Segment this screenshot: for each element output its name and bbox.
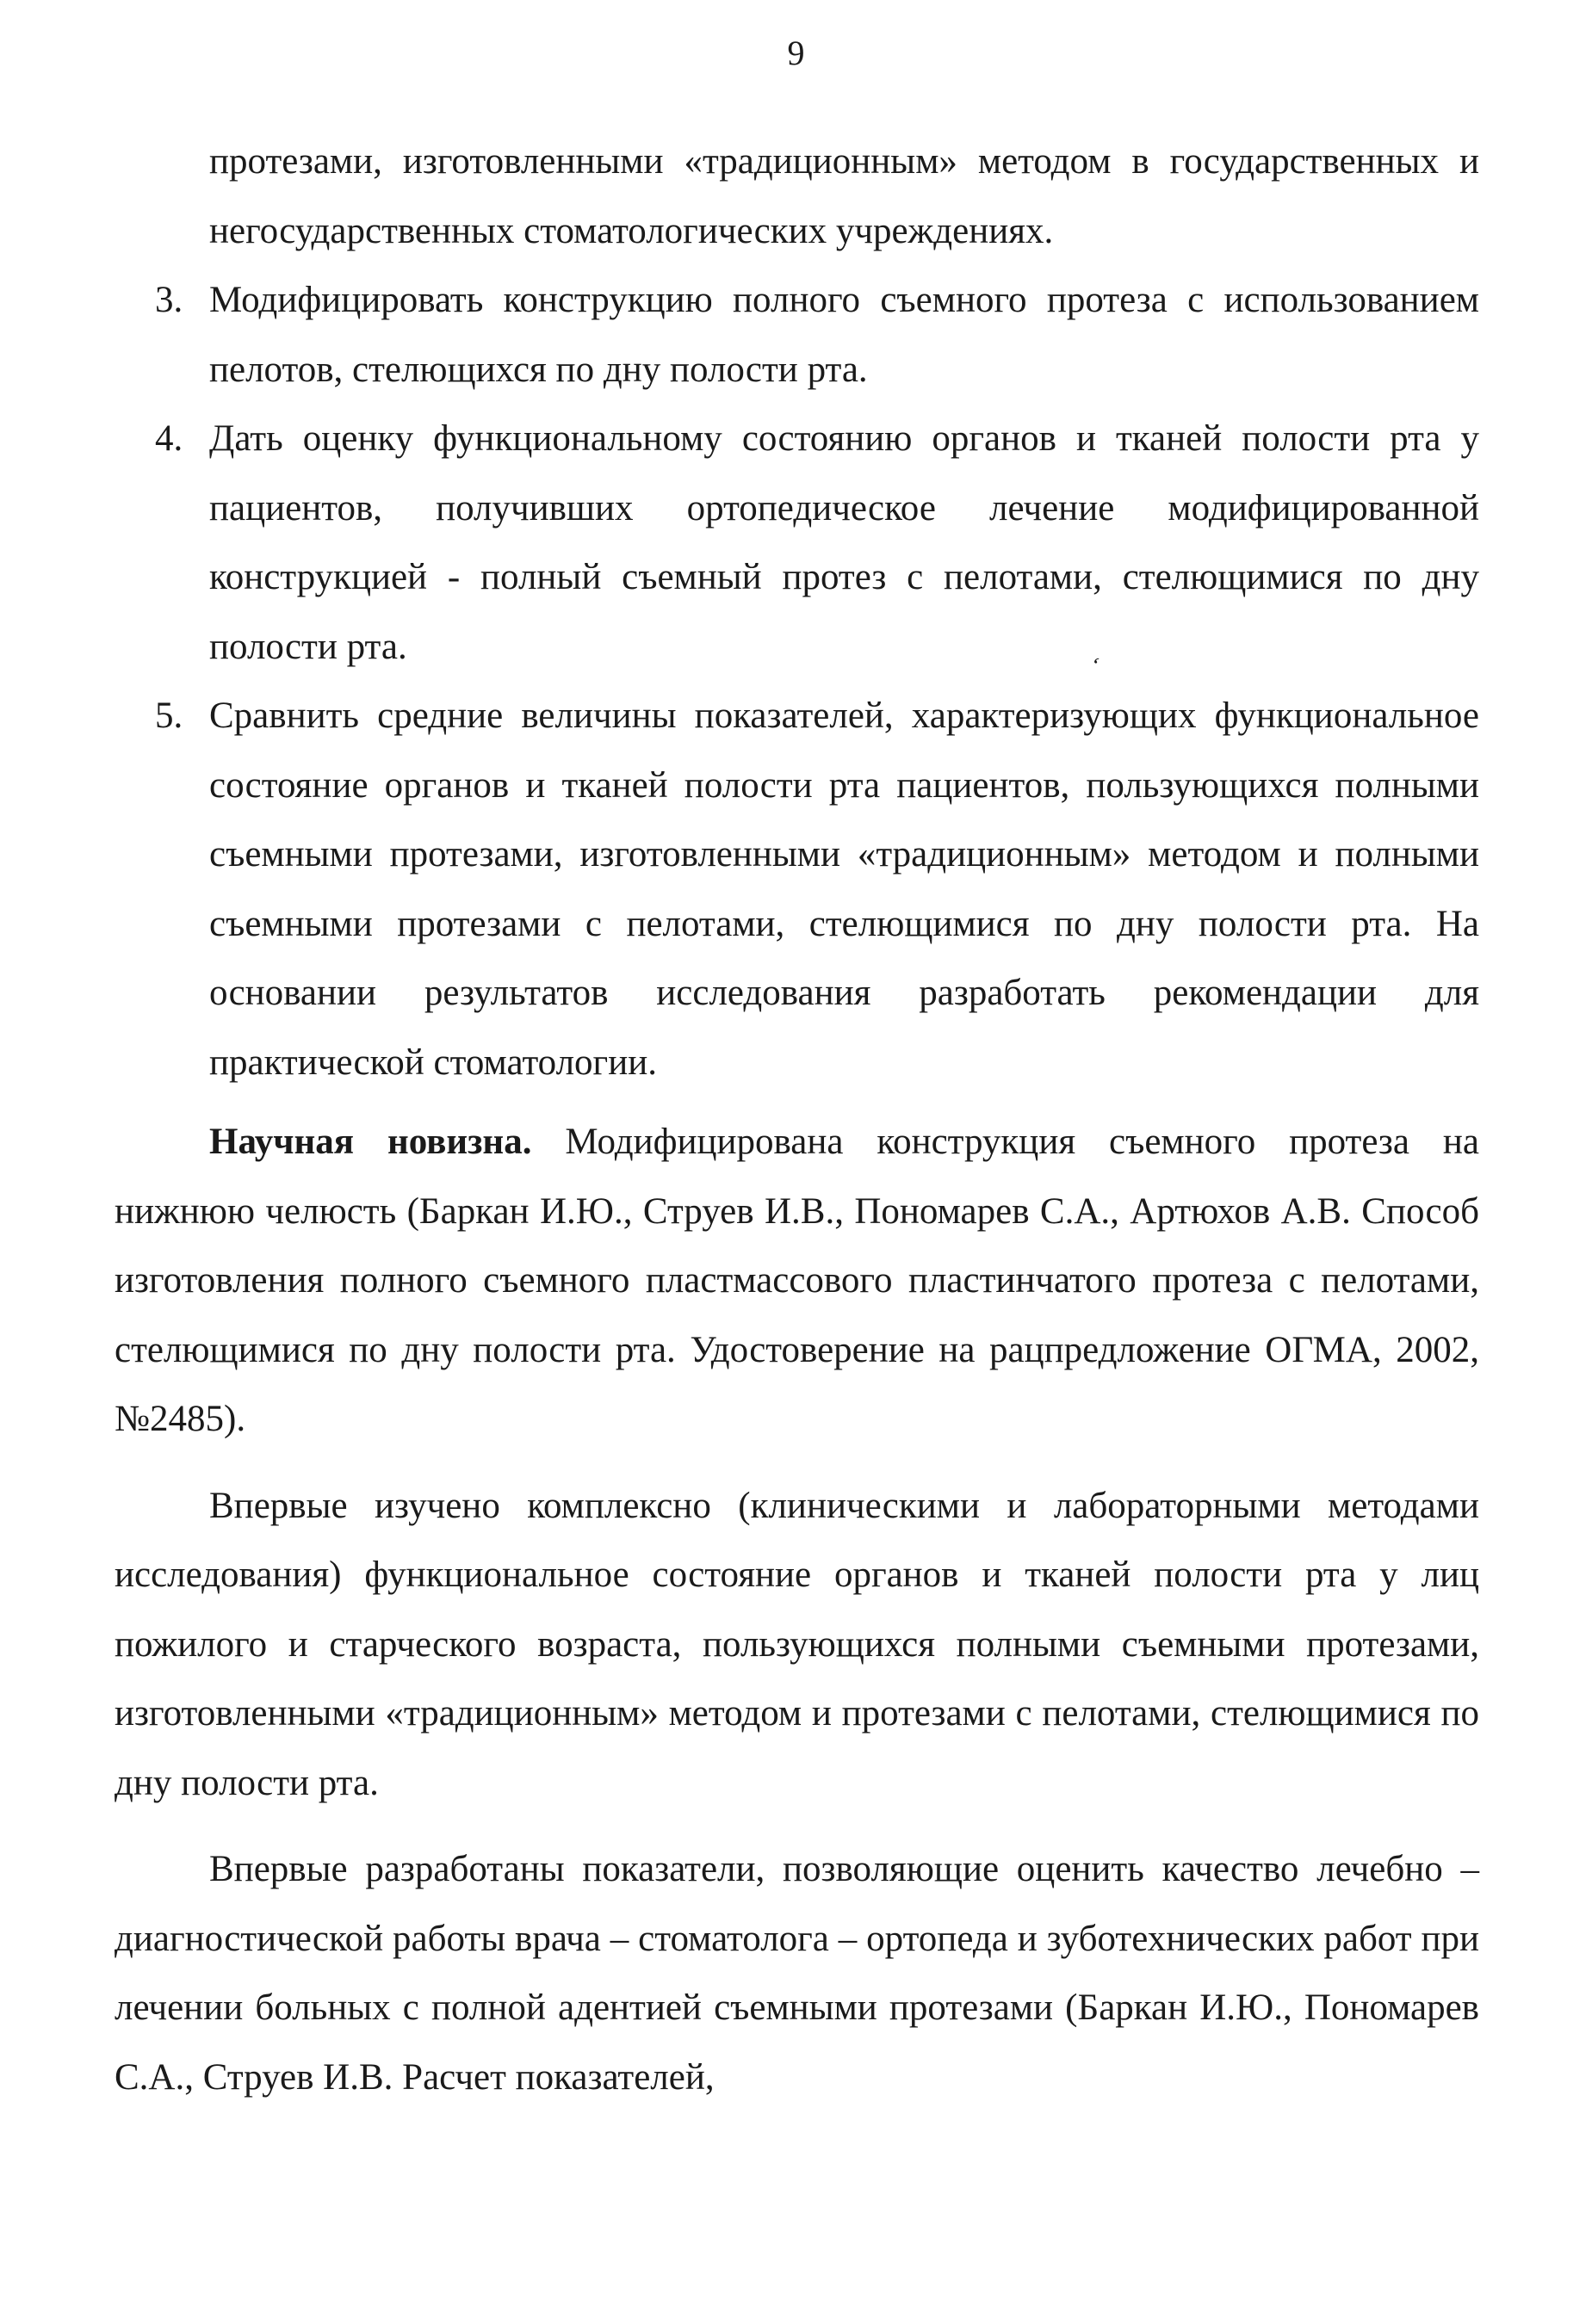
list-item-continuation [115,127,1479,266]
list-text-3: Модифицировать конструкцию полного съемного протеза с использованием пелотов, стелющихся по дну полости рта. [209,280,1479,390]
novelty-text: Модифицирована конструкция съемного протеза на нижнюю челюсть (Баркан И.Ю., Струев И.В., Пономарев С.А., Артюхов А.В. Способ изготовления полного съемного пластмассового пластинчатого протеза с пелотами, стелющимися по дну полости рта. Удостоверение на рацпредложение ОГМА, 2002, №2485). [115,1122,1479,1439]
list-number-4: 4. [155,418,183,459]
page-number: 9 [787,34,805,72]
list-text-5: Сравнить средние величины показателей, характеризующих функциональное состояние органов и тканей полости рта пациентов, пользующихся полными съемными протезами, изготовленными «традиционным» методом и полными съемными протезами с пелотами, стелющимися по дну полости рта. На основании результатов исследования разработать рекомендации для практической стоматологии. [209,695,1479,1083]
list-item-5 [115,682,1479,1097]
pen-mark: ‘ [1087,652,1103,678]
paragraph-indicators: Впервые разработаны показатели, позволяющие оценить качество лечебно – диагностической работы врача – стоматолога – ортопеда и зуботехнических работ при лечении больных с полной адентией съемными протезами (Баркан И.Ю., Пономарев С.А., Струев И.В. Расчет показателей, [115,1849,1479,2098]
continuation-text: протезами, изготовленными «традиционным» методом в государственных и негосударственных стоматологических учреждениях. [209,141,1479,251]
list-item-4 [115,405,1479,682]
novelty-heading: Научная новизна. [209,1122,532,1162]
novelty-paragraph [115,1108,1479,1455]
list-item-3 [115,266,1479,405]
page-content [115,127,1479,2112]
list-number-3: 3. [155,280,183,320]
list-number-5: 5. [155,695,183,736]
list-text-4: Дать оценку функциональному состоянию органов и тканей полости рта у пациентов, получивших ортопедическое лечение модифицированной конструкцией - полный съемный протез с пелотами, стелющимися по дну полости рта. [209,418,1479,667]
paragraph-first-study: Впервые изучено комплексно (клиническими и лабораторными методами исследования) функциональное состояние органов и тканей полости рта у лиц пожилого и старческого возраста, пользующихся полными съемными протезами, изготовленными «традиционным» методом и протезами с пелотами, стелющимися по дну полости рта. [115,1485,1479,1803]
